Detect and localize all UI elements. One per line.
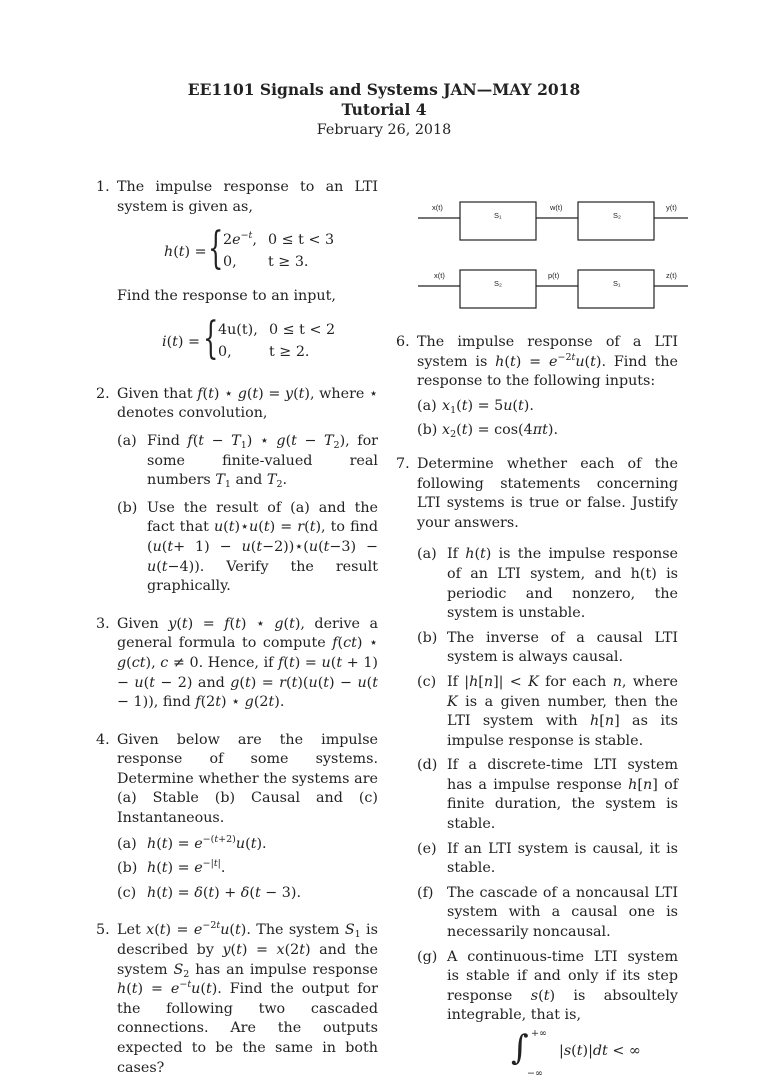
problem-4b: (b) $h(t) = e^{-|t|}$. xyxy=(117,859,378,879)
subpart-label: (f) xyxy=(417,884,434,901)
problem-6b: (b) $x_2(t) = \cos(4\pi t)$. xyxy=(417,422,559,441)
h-case2-cond: t ≥ 3. xyxy=(268,254,309,271)
i-lhs: i(t) = xyxy=(162,333,201,350)
i-brace: { xyxy=(203,312,219,364)
row1-block2 xyxy=(578,202,654,240)
problem-7 xyxy=(396,455,679,1079)
problem-1 xyxy=(96,178,378,365)
subpart-label: (a) xyxy=(417,397,437,414)
problem-6: 6. The impulse response of a LTI system is $h(t) = e^{-2t}u(t)$. Find the response to the following inputs: (a) $x_1(t) = 5u(t)$. (b) $x_2(t) = \cos(4\pi t)$. xyxy=(396,334,678,441)
subpart-label: (c) xyxy=(117,884,137,901)
integral-sign: ∫ xyxy=(511,1028,529,1068)
problem-7e xyxy=(417,840,678,879)
integral-upper-limit: +∞ xyxy=(531,1028,547,1039)
problem-3: 3. Given y(t) = f(t) ⋆ g(t), derive a general formula to compute f(ct) ⋆ g(ct), c ≠ 0. Hence, if f(t) = u(t + 1) − u(t − 2) and g(t) = r(t)(u(t) − u(t − 1)), find f(2t) ⋆ g(2t). xyxy=(96,615,379,711)
problem-7-text: Determine whether each of the following statements concerning LTI systems is true or false. Justify your answers. xyxy=(417,455,678,531)
h-case1-value: $2e^{-t}$, xyxy=(223,230,257,249)
row2-block2 xyxy=(578,270,654,308)
problem-7b xyxy=(417,629,678,668)
subpart-label: (c) xyxy=(417,673,437,690)
subpart-label: (a) xyxy=(117,432,137,449)
integral-lower-limit: −∞ xyxy=(527,1068,543,1079)
row1-block1-label: S₁ xyxy=(494,211,502,220)
problem-number: 4. xyxy=(96,731,110,748)
h-brace: { xyxy=(208,223,224,275)
problem-7d: (d) If a discrete-time LTI system has a impulse response h[n] of finite duration, the system is stable. xyxy=(417,757,678,833)
row1-block2-label: S₂ xyxy=(613,211,621,220)
subpart-label: (b) xyxy=(117,860,138,877)
problem-number: 7. xyxy=(396,455,410,472)
subpart-label: (a) xyxy=(117,835,137,852)
problem-4a: (a) $h(t) = e^{-(t+2)}u(t)$. xyxy=(117,835,378,855)
i-piecewise-equation xyxy=(117,312,378,365)
left-column xyxy=(96,178,378,1078)
row2-block2-label: S₁ xyxy=(613,279,621,288)
problem-4 xyxy=(96,731,378,904)
paper-subtitle: Tutorial 4 xyxy=(341,100,427,119)
row2-block1 xyxy=(460,270,536,308)
problem-7f xyxy=(417,884,678,943)
subpart-label: (b) xyxy=(417,422,438,439)
problem-7a: (a) If h(t) is the impulse response of an LTI system, and h(t) is periodic and nonzero, the system is unstable. xyxy=(417,546,679,622)
row2-mid-label: p(t) xyxy=(548,271,560,280)
row1-mid-label: w(t) xyxy=(550,203,563,212)
problem-2 xyxy=(96,385,378,597)
problem-7g: (g) A continuous-time LTI system is stable if and only if its step response s(t) is absoultely integrable, that is, ∫ +∞ −∞ |s(t)|dt < ∞ xyxy=(417,948,678,1076)
problem-2a: (a) Find $f(t - T_1)$ ⋆ $g(t - T_2)$, for some finite-valued real numbers $T_1$ and $T_2$. xyxy=(117,432,379,491)
problem-2-text: Given that f(t) ⋆ g(t) = y(t), where ⋆ denotes convolution, xyxy=(117,385,378,422)
problem-number: 3. xyxy=(96,615,110,632)
i-case1-cond: 0 ≤ t < 2 xyxy=(269,321,336,338)
subpart-label: (a) xyxy=(417,546,437,563)
problem-7b-text: The inverse of a causal LTI system is always causal. xyxy=(447,629,678,666)
i-case2-value: 0, xyxy=(218,343,232,360)
paper-title: EE1101 Signals and Systems JAN—MAY 2018 xyxy=(187,80,581,99)
row2-output-label: z(t) xyxy=(666,271,677,280)
problem-4c: (c) h(t) = δ(t) + δ(t − 3). xyxy=(117,884,378,904)
integral-equation xyxy=(447,1028,678,1079)
problem-1-mid: Find the response to an input, xyxy=(117,288,336,305)
h-case1-cond: 0 ≤ t < 3 xyxy=(268,232,335,249)
i-case2-cond: t ≥ 2. xyxy=(269,343,310,360)
problem-7c: (c) If |h[n]| < K for each n, where K is a given number, then the LTI system with h[n] as its impulse response is stable. xyxy=(417,673,678,749)
paper-date: February 26, 2018 xyxy=(316,122,452,138)
i-case1-value: 4u(t), xyxy=(218,321,258,338)
row1-input-label: x(t) xyxy=(432,203,443,212)
subpart-label: (e) xyxy=(417,840,437,857)
right-column xyxy=(396,333,679,1079)
row1-block1 xyxy=(460,202,536,240)
problem-1-intro: The impulse response to an LTI system is given as, xyxy=(117,179,378,215)
problem-number: 1. xyxy=(96,179,110,195)
subpart-label: (b) xyxy=(417,629,438,646)
problem-6a: (a) $x_1(t) = 5u(t)$. xyxy=(417,397,534,416)
subpart-label: (b) xyxy=(117,499,138,516)
problem-number: 6. xyxy=(396,334,410,350)
paper-header xyxy=(0,80,768,140)
subpart-label: (g) xyxy=(417,948,438,965)
h-piecewise-equation xyxy=(117,223,378,275)
problem-4-text: Given below are the impulse response of some systems. Determine whether the systems are (a) Stable (b) Causal and (c) Instantaneous. xyxy=(117,731,378,827)
row2-block1-label: S₂ xyxy=(494,279,502,288)
problem-7f-text: The cascade of a noncausal LTI system with a causal one is necessarily noncausal. xyxy=(447,884,678,941)
subpart-label: (d) xyxy=(417,757,438,774)
h-lhs: h(t) = xyxy=(164,244,207,261)
problem-number: 5. xyxy=(96,922,110,939)
problem-5: 5. Let $x(t) = e^{-2t}u(t)$. The system $S_1$ is described by y(t) = x(2t) and the system $S_2$ has an impulse response $h(t) = e^{-t}u(t)$. Find the output for the following two cascaded connections. Are the outputs expected to be the same in both cases? xyxy=(96,920,378,1076)
problem-number: 2. xyxy=(96,385,110,402)
row2-input-label: x(t) xyxy=(434,271,445,280)
problem-7e-text: If an LTI system is causal, it is stable. xyxy=(447,840,678,877)
integral-body: |s(t)|dt < ∞ xyxy=(559,1043,641,1059)
cascade-block-diagram xyxy=(418,196,688,316)
h-case2-value: 0, xyxy=(223,254,237,271)
problem-2b: (b) Use the result of (a) and the fact that u(t)⋆u(t) = r(t), to find (u(t+ 1) − u(t−2))⋆(u(t−3) − u(t−4)). Verify the result graphically. xyxy=(117,499,378,595)
row1-output-label: y(t) xyxy=(666,203,677,212)
